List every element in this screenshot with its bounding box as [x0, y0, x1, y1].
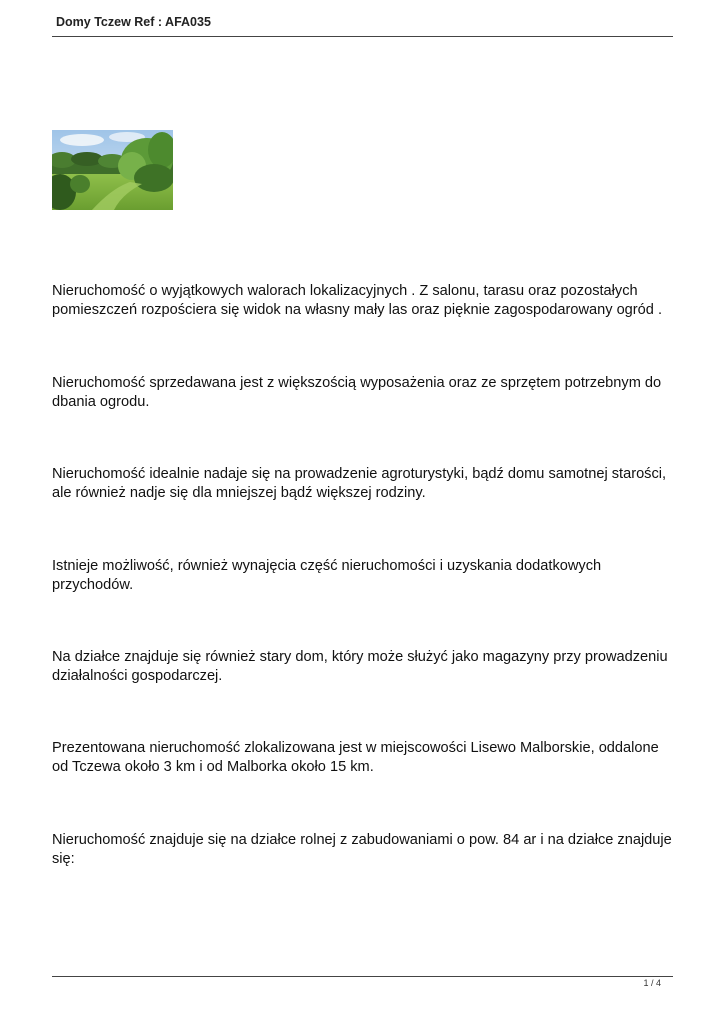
property-photo [52, 130, 173, 210]
paragraph-rental: Istnieje możliwość, również wynajęcia część nieruchomości i uzyskania dodatkowych przychodów. [52, 558, 602, 593]
page-number: 1 / 4 [643, 978, 661, 988]
footer-divider [52, 976, 673, 977]
paragraph-agritourism: Nieruchomość idealnie nadaje się na prowadzenie agroturystyki, bądź domu samotnej starości, ale również nadje się dla mniejszej bądź większej rodziny. [52, 466, 667, 501]
header-divider [52, 36, 673, 37]
paragraph-plot: Nieruchomość znajduje się na działce rolnej z zabudowaniami o pow. 84 ar i na działce znajduje się: [52, 832, 672, 867]
document-title: Domy Tczew Ref : AFA035 [56, 15, 211, 29]
paragraph-address: Prezentowana nieruchomość zlokalizowana jest w miejscowości Lisewo Malborskie, oddalone od Tczewa około 3 km i od Malborka około 15 km. [52, 740, 659, 775]
paragraph-equipment: Nieruchomość sprzedawana jest z większością wyposażenia oraz ze sprzętem potrzebnym do dbania ogrodu. [52, 375, 662, 410]
paragraph-location: Nieruchomość o wyjątkowych walorach lokalizacyjnych . Z salonu, tarasu oraz pozostałych pomieszczeń rozpościera się widok na własny mały las oraz pięknie zagospodarowany ogród . [52, 283, 663, 318]
paragraph-old-house: Na działce znajduje się również stary dom, który może służyć jako magazyny przy prowadzeniu działalności gospodarczej. [52, 649, 668, 684]
